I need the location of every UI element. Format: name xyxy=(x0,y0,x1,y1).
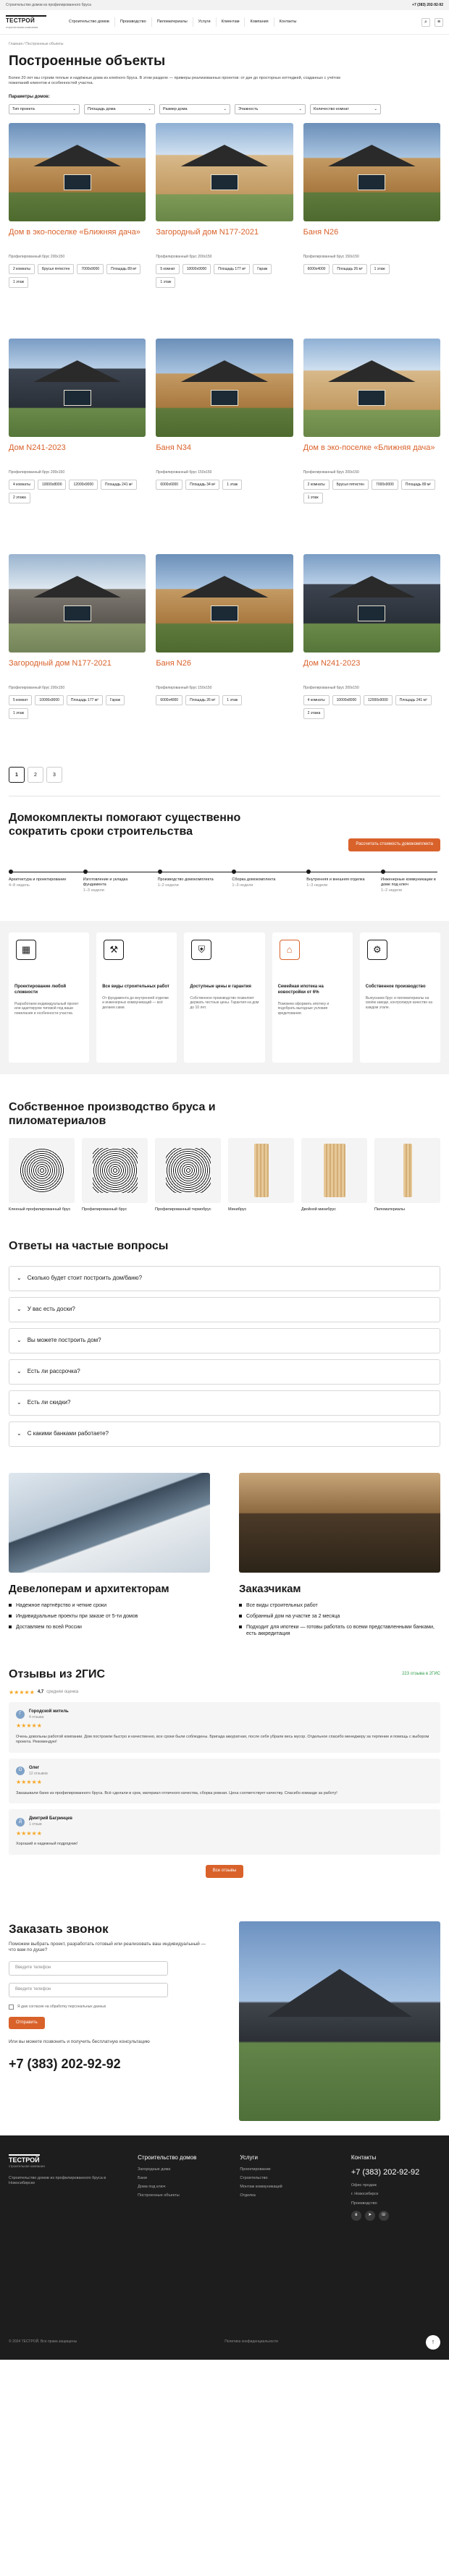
shield-icon: ⛨ xyxy=(191,940,211,960)
page-intro: Более 20 лет мы строим теплые и надёжные дома из клеёного бруса. В этом разделе — примеры реализованных проектов: от дач до просторных коттеджей, созданных с учётом пожеланий клиентов и особенностей участка. xyxy=(9,76,340,86)
project-photo[interactable] xyxy=(9,554,146,652)
project-photo[interactable] xyxy=(9,339,146,437)
audience-section xyxy=(9,1473,440,1642)
footer-link[interactable]: Строительство xyxy=(240,2176,268,2181)
project-tag: Площадь 89 м² xyxy=(401,480,435,490)
project-card[interactable] xyxy=(303,339,440,545)
avatar: Д xyxy=(16,1818,25,1827)
project-material: Профилированный брус 200х150 xyxy=(156,255,212,260)
project-title[interactable]: Дом N241-2023 xyxy=(9,443,66,453)
logo[interactable] xyxy=(6,14,46,30)
copyright: © 2024 ТЕСТРОЙ. Все права защищены xyxy=(9,2339,77,2345)
project-material: Профилированный брус 200х150 xyxy=(9,470,65,475)
page-button[interactable]: 3 xyxy=(46,767,62,783)
page-button[interactable]: 2 xyxy=(28,767,43,783)
pagination xyxy=(9,767,440,783)
footer-link[interactable]: Отделка xyxy=(240,2193,256,2198)
project-tag: Площадь 34 м² xyxy=(185,480,219,490)
timeline-step: Внутренняя и внешняя отделка 1–3 недели xyxy=(306,867,366,893)
star-icon: ★★★★★ xyxy=(16,1722,42,1730)
project-tag: 2 этажа xyxy=(9,493,30,503)
chevron-down-icon: ⌄ xyxy=(17,1337,22,1344)
project-tag: 5 комнат xyxy=(9,695,32,706)
chevron-down-icon: ⌄ xyxy=(72,106,76,111)
review-card: О Олег 12 отзывов ★★★★★ Заказывали баню из профилированного бруса. Всё сделали в срок, материал отличного качества, сборка ровная. Цена соответствует качеству. Спасибо команде за работу! xyxy=(9,1759,440,1803)
arrow-up-icon[interactable]: ↑ xyxy=(426,2335,440,2350)
footer-link[interactable]: Дома под ключ xyxy=(138,2185,166,2190)
project-tag: 6000x4000 xyxy=(303,264,330,275)
project-tag: 2 комнаты xyxy=(9,264,35,275)
project-title[interactable]: Баня N26 xyxy=(156,659,191,668)
project-tag: 4 комнаты xyxy=(9,480,35,490)
project-tag: 7000x9000 xyxy=(372,480,398,490)
nav-item[interactable]: Производство xyxy=(114,17,151,27)
project-tag: 12000x9000 xyxy=(69,480,98,490)
project-tag: 7000x9000 xyxy=(77,264,104,275)
kits-section xyxy=(9,811,440,851)
project-material: Профилированный брус 200х150 xyxy=(9,686,65,691)
topbar-phone[interactable]: +7 (383) 202-92-92 xyxy=(412,2,443,7)
faq-item[interactable]: ⌄ Сколько будет стоит построить дом/баню? xyxy=(9,1266,440,1291)
project-tag: Площадь 26 м² xyxy=(185,695,219,706)
filter-select[interactable]: Этажность ⌄ xyxy=(235,104,306,114)
production-item[interactable]: Минибрус xyxy=(228,1138,294,1212)
feature-card: ⌂ Семейная ипотека на новостройки от 6% Поможем оформить ипотеку и подобрать выгодные условия кредитования. xyxy=(272,932,353,1063)
project-tag: 2 комнаты xyxy=(303,480,330,490)
faq-list xyxy=(9,1266,440,1447)
callback-section xyxy=(9,1921,440,2121)
project-tag: 10000x8000 xyxy=(38,480,67,490)
chevron-down-icon: ⌄ xyxy=(17,1306,22,1313)
project-tag: 12000x9000 xyxy=(364,695,393,706)
page-button[interactable]: 1 xyxy=(9,767,25,783)
tools-icon: ⚒ xyxy=(104,940,124,960)
project-tag: 10000x9000 xyxy=(182,264,211,275)
blueprint-icon: ▦ xyxy=(16,940,36,960)
review-card: Г Городской житель 4 отзыва ★★★★★ Очень довольны работой компании. Дом построили быстро и качественно, все сроки были соблюдены. Бригада аккуратная, после себя убрали весь мусор. Отдельное спасибо менеджеру за терпение и помощь с выбором проекта. Рекомендую! xyxy=(9,1702,440,1753)
footer-link[interactable]: Загородные дома xyxy=(138,2167,171,2172)
callback-note: Или вы можете позвонить и получить бесплатную консультацию xyxy=(9,2039,150,2045)
project-card[interactable] xyxy=(9,123,146,330)
project-tag: Площадь 177 м² xyxy=(67,695,103,706)
production-item[interactable]: Профилированный термобрус xyxy=(155,1138,221,1212)
search-icon[interactable]: ⌕ xyxy=(421,18,430,27)
chevron-down-icon: ⌄ xyxy=(17,1275,22,1282)
production-title: Собственное производство бруса и пиломатериалов xyxy=(9,1101,216,1128)
nav-item[interactable]: Клиентам xyxy=(216,17,245,27)
reviews-section xyxy=(9,1667,440,1877)
timeline xyxy=(9,867,440,911)
name-input[interactable]: Введите телефон xyxy=(9,1961,168,1976)
project-material: Профилированный брус 200х150 xyxy=(303,686,359,691)
feature-card: ⚙ Собственное производство Выпускаем брус и пиломатериалы на своём заводе, контролируя качество на каждом этапе. xyxy=(360,932,440,1063)
features-section xyxy=(0,921,449,1074)
project-tag: Гараж xyxy=(253,264,272,275)
timeline-step: Сборка домокомплекта 1–3 недели xyxy=(232,867,291,893)
topbar-text: Строительство домов из профилированного бруса xyxy=(6,2,91,7)
project-tag: Брусья пятистен xyxy=(332,480,369,490)
menu-icon[interactable]: ≡ xyxy=(435,18,443,27)
star-icon: ★★★★★ xyxy=(16,1829,42,1837)
project-card[interactable] xyxy=(156,123,293,330)
params-label: Параметры домов: xyxy=(9,95,50,100)
topbar xyxy=(0,0,449,10)
production-item[interactable]: Пиломатериалы xyxy=(374,1138,440,1212)
nav-item[interactable]: Контакты xyxy=(274,17,302,27)
logo-mark: ТЕСТРОЙ xyxy=(6,15,46,25)
footer-link[interactable]: Построенные объекты xyxy=(138,2193,180,2198)
production-list xyxy=(9,1138,440,1212)
project-tag: 1 этаж xyxy=(9,708,28,719)
timeline-step: Инженерные коммуникации в доме под ключ 1–2 недели xyxy=(381,867,440,893)
nav-item[interactable]: Услуги xyxy=(193,17,216,27)
project-tag: 5 комнат xyxy=(156,264,179,275)
project-tag: 1 этаж xyxy=(303,493,323,503)
audience-customers: Заказчикам Все виды строительных работ Собранный дом на участке за 2 месяца Подходит для ипотеки — готовы работать со всеми представленными банками, есть аккредитация xyxy=(239,1473,440,1642)
project-card[interactable] xyxy=(9,554,146,761)
timeline-step: Изготовление и укладка фундамента 1–3 недели xyxy=(83,867,143,893)
feature-card: ▦ Проектирование любой сложности Разработаем индивидуальный проект или адаптируем типовой под ваши пожелания и особенности участка. xyxy=(9,932,89,1063)
project-material: Профилированный брус 200х150 xyxy=(303,470,359,475)
star-icon: ★★★★★ xyxy=(16,1779,42,1786)
project-tag: 2 этажа xyxy=(303,708,325,719)
project-card[interactable] xyxy=(303,554,440,761)
footer-col: Услуги Проектирование Строительство Монтаж коммуникаций Отделка xyxy=(240,2154,338,2221)
reviews-count-link[interactable]: 223 отзыва в 2ГИС xyxy=(402,1672,440,1677)
filter-select[interactable]: Площадь дома ⌄ xyxy=(84,104,155,114)
faq-item[interactable]: ⌄ У вас есть доски? xyxy=(9,1297,440,1322)
timeline-step: Архитектура и проектирование 4–8 недель xyxy=(9,867,68,893)
filter-select[interactable]: Тип проекта ⌄ xyxy=(9,104,80,114)
project-photo[interactable] xyxy=(9,123,146,221)
avatar: Г xyxy=(16,1710,25,1719)
submit-button[interactable]: Отправить xyxy=(9,2017,45,2030)
project-tag: Брусья пятистен xyxy=(38,264,74,275)
privacy-link[interactable]: Политика конфиденциальности xyxy=(224,2339,278,2345)
project-tag: Площадь 89 м² xyxy=(106,264,140,275)
footer xyxy=(0,2135,449,2360)
timeline-step: Производство домокомплекта 1–2 недели xyxy=(158,867,217,893)
faq-item[interactable]: ⌄ Вы можете построить дом? xyxy=(9,1328,440,1353)
project-photo[interactable] xyxy=(156,123,293,221)
projects-grid xyxy=(9,123,440,761)
project-title[interactable]: Дом в эко-поселке «Ближняя дача» xyxy=(9,228,140,237)
footer-col: Строительство домов Загородные дома Бани Дома под ключ Построенные объекты xyxy=(138,2154,227,2221)
callback-title: Заказать звонок xyxy=(9,1921,109,1936)
chevron-down-icon: ⌄ xyxy=(374,106,377,111)
rating-row: ★★★★★ 4,7 средняя оценка xyxy=(9,1688,79,1696)
main-nav xyxy=(64,17,421,27)
filter-select[interactable]: Количество комнат ⌄ xyxy=(310,104,381,114)
footer-link[interactable]: Бани xyxy=(138,2176,147,2181)
project-tag: Площадь 177 м² xyxy=(214,264,250,275)
consent-checkbox[interactable]: Я даю согласие на обработку персональных данных xyxy=(9,2005,210,2010)
project-tag: 1 этаж xyxy=(9,277,28,288)
production-item[interactable]: Двойной минибрус xyxy=(301,1138,367,1212)
feature-card: ⛨ Доступные цены и гарантия Собственное производство позволяет держать честные цены. Гарантия на дом до 10 лет. xyxy=(184,932,264,1063)
project-tag: Площадь 241 м² xyxy=(395,695,432,706)
project-tag: 1 этаж xyxy=(222,480,242,490)
project-photo[interactable] xyxy=(303,554,440,652)
project-tag: 6000x4000 xyxy=(156,695,182,706)
header xyxy=(0,10,449,35)
calc-kit-button[interactable]: Рассчитать стоимость домокомплекта xyxy=(348,838,440,851)
callback-subtitle: Поможем выбрать проект, разработать готовый или реализовать ваш индивидуальный — что вам по душе? xyxy=(9,1941,206,1953)
project-tag: Площадь 26 м² xyxy=(332,264,366,275)
house-icon: ⌂ xyxy=(280,940,300,960)
production-item[interactable]: Клееный профилированный брус xyxy=(9,1138,75,1212)
project-tag: 6000x6000 xyxy=(156,480,182,490)
footer-about: Строительство домов из профилированного бруса в Новосибирске xyxy=(9,2176,106,2186)
factory-icon: ⚙ xyxy=(367,940,387,960)
chevron-down-icon: ⌄ xyxy=(17,1399,22,1406)
footer-link[interactable]: Проектирование xyxy=(240,2167,271,2172)
callback-phone[interactable]: +7 (383) 202-92-92 xyxy=(9,2056,121,2071)
nav-item[interactable]: Строительство домов xyxy=(69,19,109,24)
project-photo[interactable] xyxy=(156,339,293,437)
avatar: О xyxy=(16,1767,25,1775)
project-tag: 1 этаж xyxy=(370,264,390,275)
audience-developers: Девелоперам и архитекторам Надежное партнёрство и четкие сроки Индивидуальные проекты при заказе от 5-ти домов Доставляем по всей России xyxy=(9,1473,210,1642)
filters xyxy=(9,104,440,114)
project-title[interactable]: Загородный дом N177-2021 xyxy=(9,659,112,668)
footer-logo[interactable]: ТЕСТРОЙ строительная компания xyxy=(9,2154,125,2169)
project-material: Профилированный брус 150х150 xyxy=(156,686,212,691)
chevron-down-icon: ⌄ xyxy=(148,106,151,111)
project-tag: Гараж xyxy=(106,695,125,706)
project-title[interactable]: Баня N34 xyxy=(156,443,191,453)
project-card[interactable] xyxy=(303,123,440,330)
project-title[interactable]: Дом в эко-поселке «Ближняя дача» xyxy=(303,443,435,453)
phone-input[interactable]: Введите телефон xyxy=(9,1983,168,1997)
all-reviews-button[interactable]: Все отзывы xyxy=(206,1865,244,1878)
nav-item[interactable]: Пиломатериалы xyxy=(151,17,193,27)
project-tag: 10000x8000 xyxy=(332,695,361,706)
project-tag: Площадь 241 м² xyxy=(101,480,137,490)
faq-item[interactable]: ⌄ Есть ли скидки? xyxy=(9,1390,440,1416)
developers-image xyxy=(9,1473,210,1573)
logo-sub: строительная компания xyxy=(6,25,38,29)
review-card: Д Дмитрий Багринцев 1 отзыв ★★★★★ Хороший и надежный подрядчик! xyxy=(9,1809,440,1854)
project-photo[interactable] xyxy=(303,339,440,437)
production-item[interactable]: Профилированный брус xyxy=(82,1138,148,1212)
footer-phone[interactable]: +7 (383) 202-92-92 xyxy=(351,2167,420,2177)
chevron-down-icon: ⌄ xyxy=(298,106,302,111)
customers-image xyxy=(239,1473,440,1573)
feature-card: ⚒ Все виды строительных работ От фундамента до внутренней отделки и инженерных коммуникаций — всё делаем сами. xyxy=(96,932,177,1063)
faq-item[interactable]: ⌄ Есть ли рассрочка? xyxy=(9,1359,440,1385)
page-title: Построенные объекты xyxy=(9,53,166,69)
project-photo[interactable] xyxy=(156,554,293,652)
project-title[interactable]: Дом N241-2023 xyxy=(303,659,361,668)
breadcrumb[interactable]: Главная / Построенные объекты xyxy=(9,42,64,46)
project-tag: 1 этаж xyxy=(156,277,175,288)
footer-link[interactable]: Монтаж коммуникаций xyxy=(240,2185,282,2190)
vk-icon[interactable]: в xyxy=(351,2211,361,2221)
project-card[interactable] xyxy=(156,554,293,761)
project-material: Профилированный брус 200х150 xyxy=(9,255,65,260)
callback-image xyxy=(239,1921,440,2121)
project-title[interactable]: Загородный дом N177-2021 xyxy=(156,228,259,237)
project-tag: 10000x9000 xyxy=(35,695,64,706)
footer-col: Контакты +7 (383) 202-92-92 Офис продаж г. Новосибирск Производство в ➤ ☏ xyxy=(351,2154,440,2221)
chevron-down-icon: ⌄ xyxy=(17,1430,22,1437)
project-title[interactable]: Баня N26 xyxy=(303,228,339,237)
project-material: Профилированный брус 150х150 xyxy=(303,255,359,260)
project-card[interactable] xyxy=(9,339,146,545)
faq-title: Ответы на частые вопросы xyxy=(9,1239,169,1252)
chevron-down-icon: ⌄ xyxy=(17,1368,22,1375)
project-material: Профилированный брус 150х150 xyxy=(156,470,212,475)
project-tag: 4 комнаты xyxy=(303,695,330,706)
faq-item[interactable]: ⌄ С какими банками работаете? xyxy=(9,1421,440,1447)
star-icon: ★★★★★ xyxy=(9,1688,35,1696)
telegram-icon[interactable]: ➤ xyxy=(365,2211,375,2221)
filter-select[interactable]: Размер дома ⌄ xyxy=(159,104,230,114)
project-photo[interactable] xyxy=(303,123,440,221)
whatsapp-icon[interactable]: ☏ xyxy=(379,2211,389,2221)
project-card[interactable] xyxy=(156,339,293,545)
kits-title: Домокомплекты помогают существенно сократить сроки строительства xyxy=(9,812,241,838)
reviews-title: Отзывы из 2ГИС xyxy=(9,1668,106,1681)
nav-item[interactable]: Компания xyxy=(244,17,273,27)
project-tag: 1 этаж xyxy=(222,695,242,706)
chevron-down-icon: ⌄ xyxy=(223,106,227,111)
